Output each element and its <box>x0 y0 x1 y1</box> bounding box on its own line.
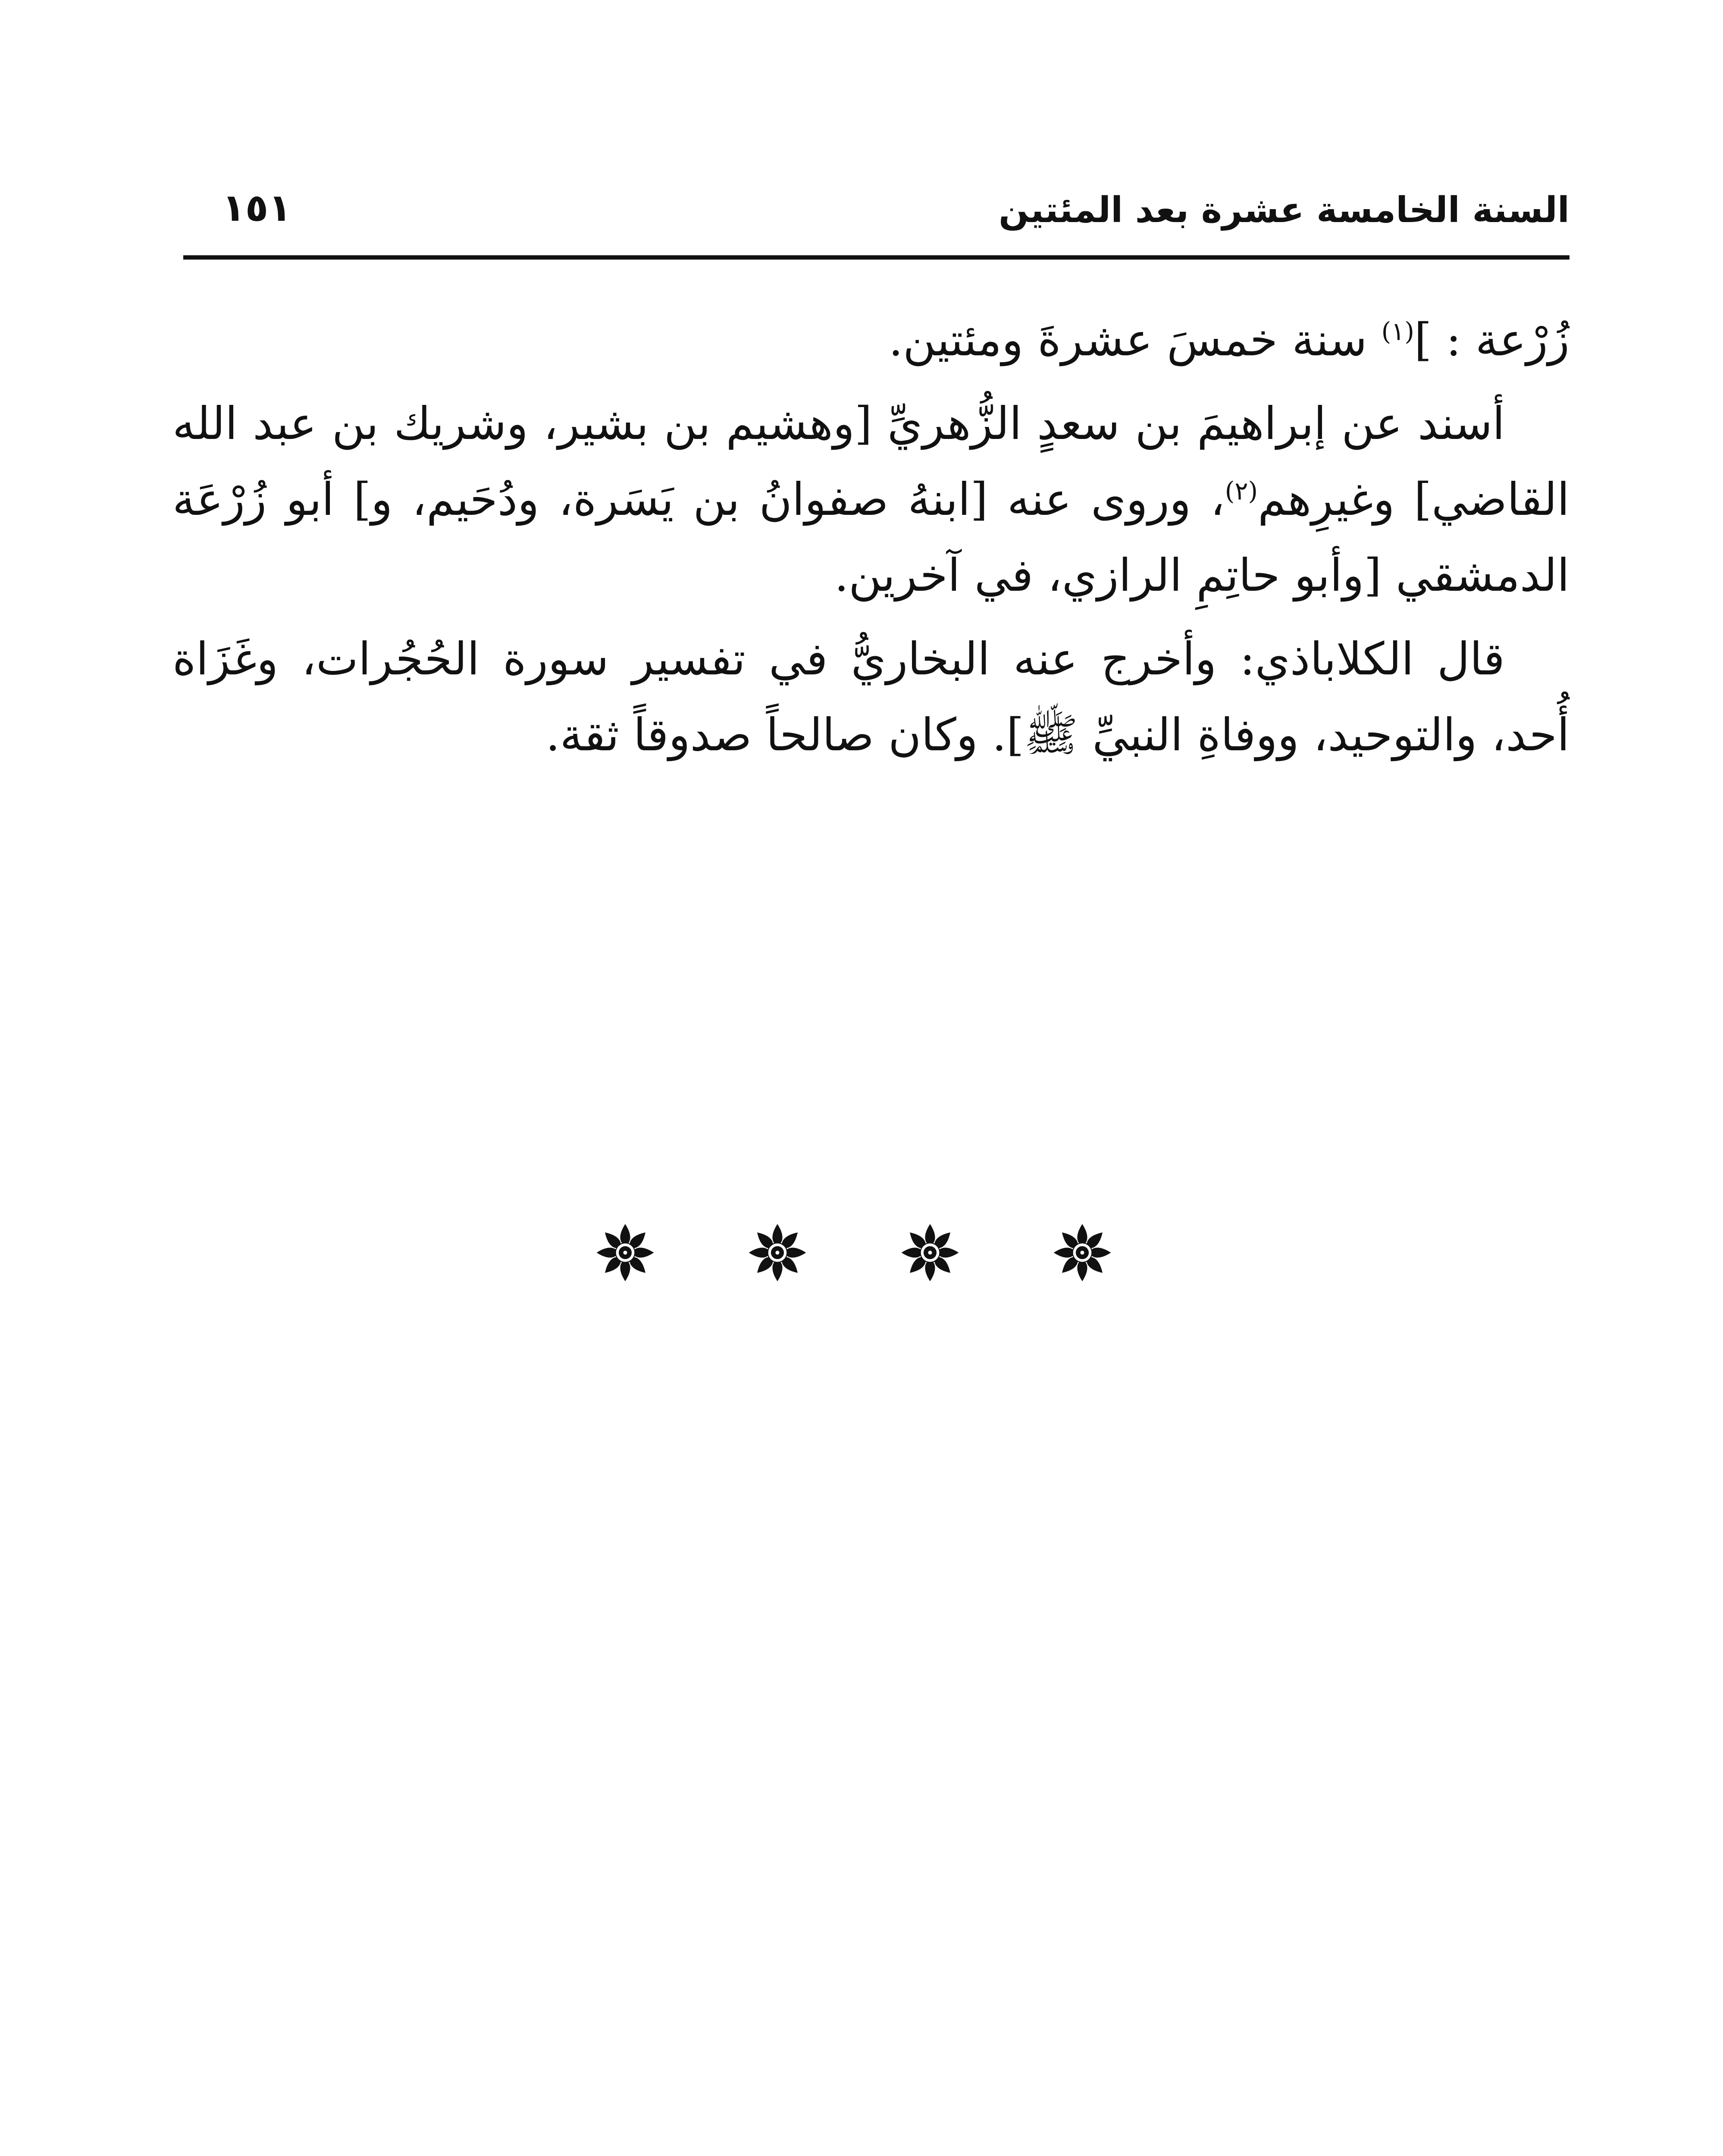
running-header <box>183 177 1569 254</box>
paragraph-3 <box>172 621 1569 773</box>
text-segment: أسند عن إبراهيمَ بن سعدٍ الزُّهريِّ [وهشيم بن بشير، وشريك بن عبد الله القاضي] وغيرِهم <box>172 397 1569 526</box>
paragraph-2 <box>172 385 1569 613</box>
footnote-ref-2: (٢) <box>1225 476 1258 506</box>
text-segment: ، وروى عنه [ابنهُ صفوانُ بن يَسَرة، ودُحَيم، و] أبو زُرْعَة الدمشقي [وأبو حاتِمِ الرازي، في آخرين. <box>172 473 1569 602</box>
flower-ornament-icon <box>747 1222 808 1283</box>
flower-ornament-icon <box>900 1222 960 1283</box>
flower-ornament-icon <box>1052 1222 1112 1283</box>
section-divider-ornaments <box>595 1220 1112 1285</box>
footnote-ref-1: (١) <box>1381 317 1414 346</box>
main-text <box>172 302 1569 780</box>
text-segment: سنة خمسَ عشرةَ ومئتين. <box>889 313 1382 366</box>
running-title: السنة الخامسة عشرة بعد المئتين <box>999 190 1569 231</box>
text-segment: زُرْعة : ] <box>1414 313 1569 366</box>
paragraph-1 <box>172 302 1569 378</box>
text-segment: قال الكلاباذي: وأخرج عنه البخاريُّ في تفسير سورة الحُجُرات، وغَزَاة أُحد، والتوحيد، ووفاةِ النبيِّ ﷺ]. وكان صالحاً صدوقاً ثقة. <box>172 633 1569 761</box>
header-rule <box>183 255 1569 260</box>
page-number: ١٥١ <box>222 185 292 230</box>
flower-ornament-icon <box>595 1222 655 1283</box>
